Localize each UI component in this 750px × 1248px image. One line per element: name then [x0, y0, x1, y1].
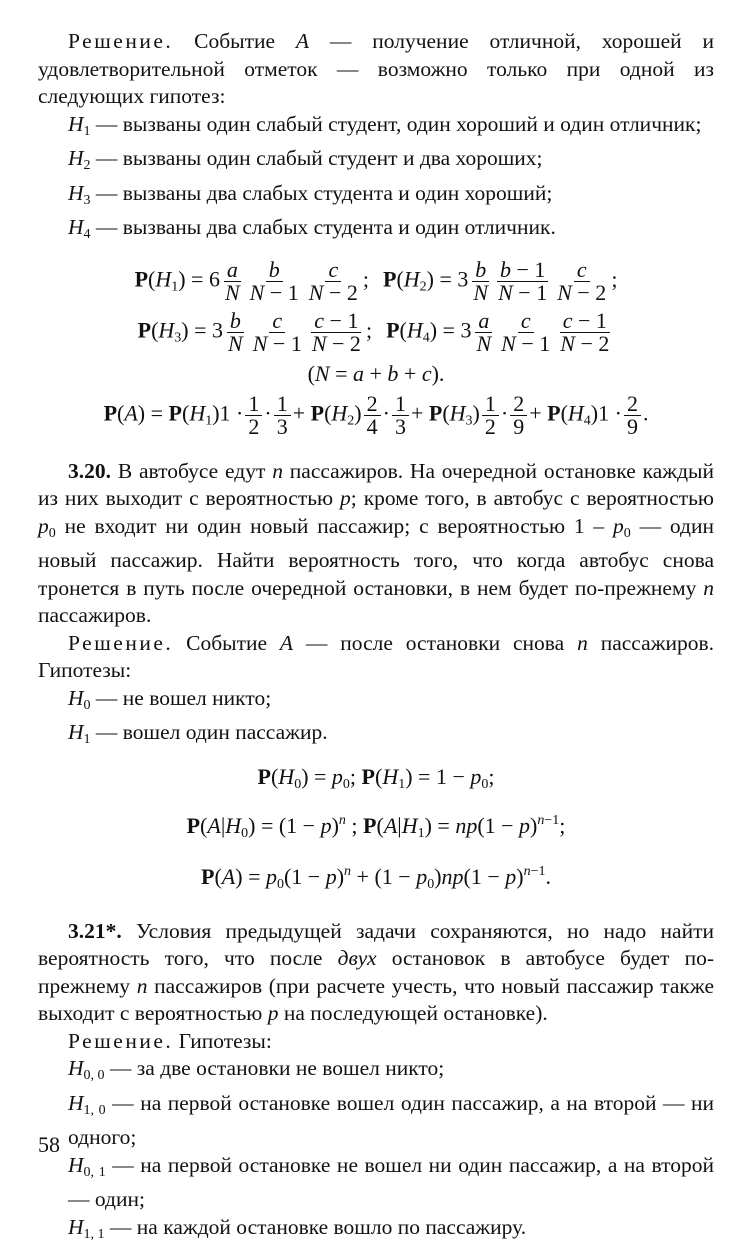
solution-label: Решение.	[68, 631, 173, 655]
solution-label: Решение.	[68, 1029, 173, 1053]
formula-n-definition: (N = a + b + c).	[38, 361, 714, 387]
formula-p-h0-h1: $P(H_0) = p_0$; $P(H_1) = 1 - p_0$;	[38, 764, 714, 798]
hypothesis-h01: $H_{0, 1}$ — на первой остановке не вошел ни один пассажир, а на второй — один;	[68, 1152, 714, 1214]
solution-label: Решение.	[68, 29, 173, 53]
hypothesis-h00: $H_{0, 0}$ — за две остановки не вошел никто;	[68, 1055, 714, 1090]
hypothesis-h4: $H_4$ — вызваны два слабых студента и один отличник.	[68, 214, 714, 249]
page-content	[38, 28, 714, 1248]
hypothesis-h1: $H_1$ — вошел один пассажир.	[68, 719, 714, 754]
hypothesis-h2: $H_2$ — вызваны один слабый студент и два хороших;	[68, 145, 714, 180]
problem-3-20: 3.20. В автобусе едут n пассажиров. На очередной остановке каждый из них выходит с вероятностью p; кроме того, в автобус с вероятностью $p_0$ не входит ни один новый пассажир; с вероятностью $1 - p_0$ — один новый пассажир. Найти вероятность того, что когда автобус снова тронется в путь после очередной остановки, в нем будет по-прежнему n пассажиров.	[38, 458, 714, 630]
formula-p-h1-h2: $P(H_1) = 6$ $\frac{a}{N}$ $\frac{b}{N - 1}$ $\frac{c}{N - 2}$ ; $P(H_2) = 3$ $\frac{b}{N}$ $\frac{b - 1}{N - 1}$ $\frac{c}{N - 2}$ ;	[38, 259, 714, 304]
formula-p-a-3-20: $P(A) = p_0(1 - p)^n + (1 - p_0)np(1 - p)^{n-1}$.	[38, 859, 714, 898]
solution-intro: Решение. Событие A — получение отличной, хорошей и удовлетворительной отметок — возможно только при одной из следующих гипотез:	[38, 28, 714, 111]
hypothesis-h11: $H_{1, 1}$ — на каждой остановке вошло по пассажиру.	[68, 1214, 714, 1248]
hypothesis-h1: $H_1$ — вызваны один слабый студент, один хороший и один отличник;	[68, 111, 714, 146]
hypothesis-h0: $H_0$ — не вошел никто;	[68, 685, 714, 720]
problem-number: 3.20.	[68, 459, 111, 483]
problem-number: 3.21*.	[68, 919, 122, 943]
formula-conditional: $P(A|H_0) = (1 - p)^n$ ; $P(A|H_1) = np(1 - p)^{n-1}$;	[38, 808, 714, 847]
page-number: 58	[38, 1132, 60, 1158]
formula-p-h3-h4: $P(H_3) = 3$ $\frac{b}{N}$ $\frac{c}{N - 1}$ $\frac{c - 1}{N - 2}$ ; $P(H_4) = 3$ $\frac{a}{N}$ $\frac{c}{N - 1}$ $\frac{c - 1}{N - 2}$	[38, 310, 714, 355]
solution-3-20: Решение. Событие A — после остановки снова n пассажиров. Гипотезы:	[38, 630, 714, 685]
hypothesis-h3: $H_3$ — вызваны два слабых студента и один хороший;	[68, 180, 714, 215]
problem-3-21: 3.21*. Условия предыдущей задачи сохраняются, но надо найти вероятность того, что после двух остановок в автобусе будет по-прежнему n пассажиров (при расчете учесть, что новый пассажир также выходит с вероятностью p на последующей остановке).	[38, 918, 714, 1028]
hypothesis-h10: $H_{1, 0}$ — на первой остановке вошел один пассажир, а на второй — ни одного;	[68, 1090, 714, 1152]
solution-text: Гипотезы:	[179, 1029, 272, 1053]
solution-3-21	[38, 1028, 714, 1056]
formula-p-a-total: $P(A) = P(H_1)1$ · $\frac{1}{2}$ · $\frac{1}{3}$ + $P(H_2)$ $\frac{2}{4}$ · $\frac{1}{3}$ + $P(H_3)$ $\frac{1}{2}$ · $\frac{2}{9}$ + $P(H_4)1$ · $\frac{2}{9}$ .	[38, 393, 714, 438]
